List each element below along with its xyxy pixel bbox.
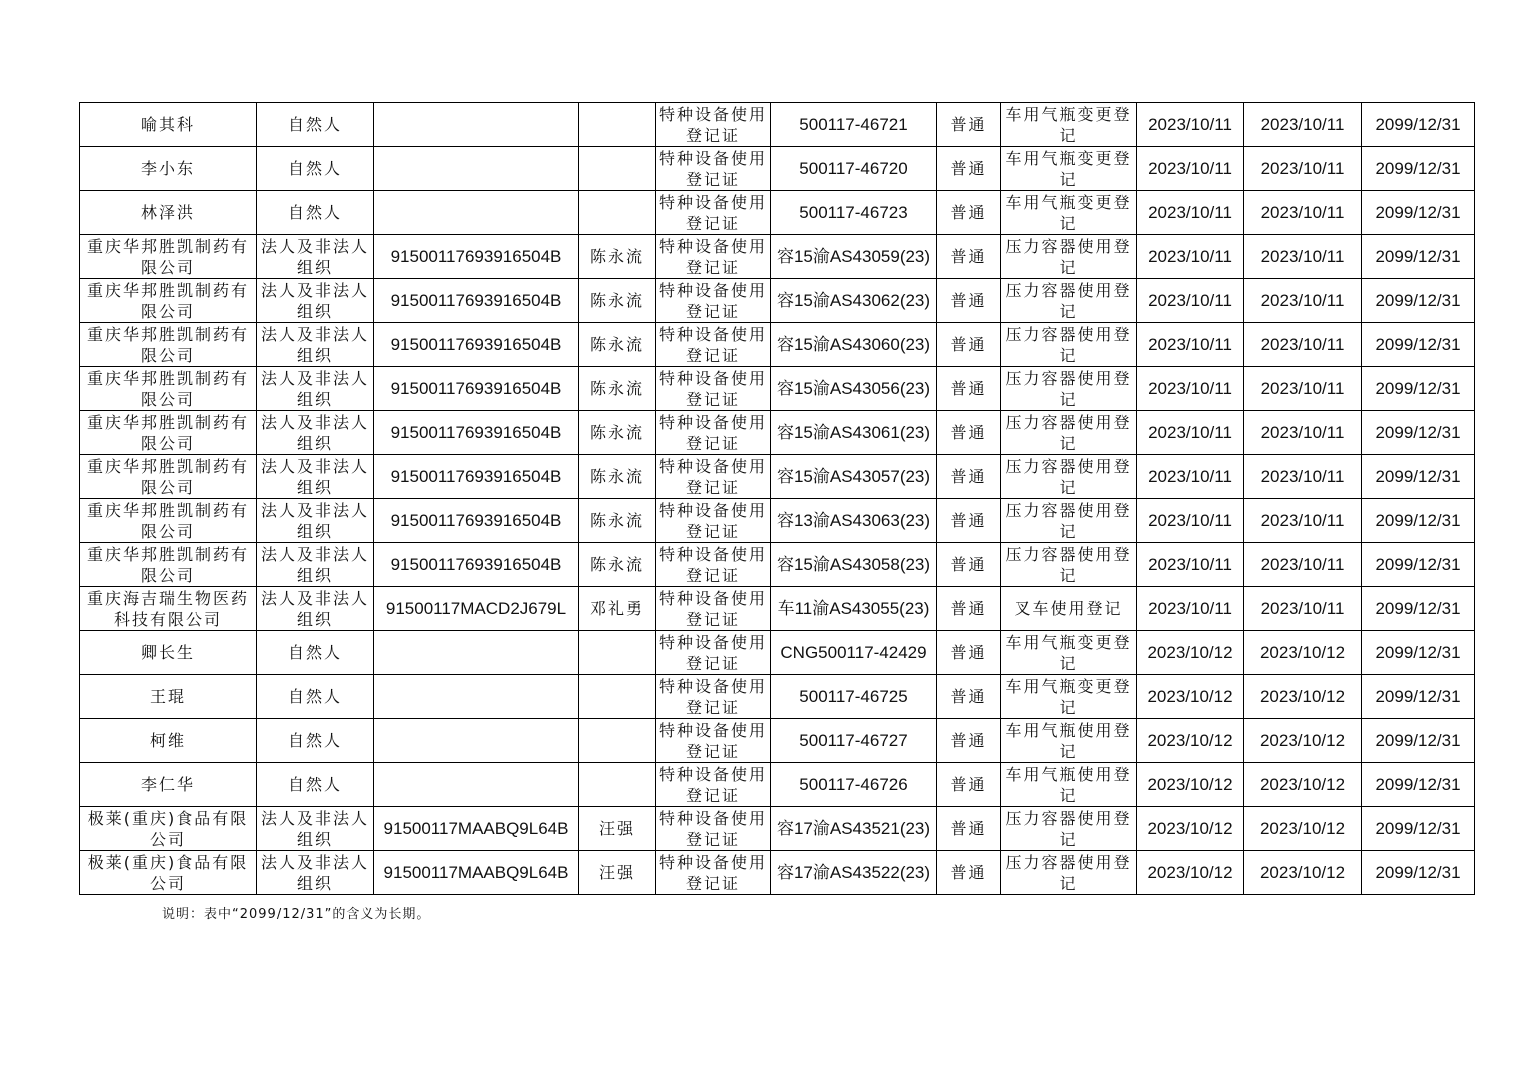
category-cell: 普通 xyxy=(937,455,1001,499)
decision-date-cell: 2023/10/11 xyxy=(1137,147,1244,191)
holder-type-cell: 法人及非法人组织 xyxy=(257,543,374,587)
item-cell: 叉车使用登记 xyxy=(1001,587,1137,631)
credit-code-cell xyxy=(374,191,579,235)
table-row xyxy=(80,367,1475,411)
decision-date-cell: 2023/10/11 xyxy=(1137,191,1244,235)
holder-type-cell: 法人及非法人组织 xyxy=(257,235,374,279)
item-cell: 车用气瓶变更登记 xyxy=(1001,103,1137,147)
holder-cell: 重庆华邦胜凯制药有限公司 xyxy=(80,411,257,455)
table-row xyxy=(80,235,1475,279)
table-row xyxy=(80,631,1475,675)
license-name-cell: 特种设备使用登记证 xyxy=(656,807,771,851)
cert-number-cell: 500117-46725 xyxy=(771,675,937,719)
legal-rep-cell xyxy=(579,631,656,675)
decision-date-cell: 2023/10/12 xyxy=(1137,675,1244,719)
holder-cell: 卿长生 xyxy=(80,631,257,675)
valid-from-cell: 2023/10/12 xyxy=(1244,631,1362,675)
license-name-cell: 特种设备使用登记证 xyxy=(656,631,771,675)
license-name-cell: 特种设备使用登记证 xyxy=(656,543,771,587)
holder-type-cell: 自然人 xyxy=(257,631,374,675)
holder-type-cell: 法人及非法人组织 xyxy=(257,587,374,631)
valid-from-cell: 2023/10/11 xyxy=(1244,543,1362,587)
cert-number-cell: CNG500117-42429 xyxy=(771,631,937,675)
category-cell: 普通 xyxy=(937,631,1001,675)
valid-to-cell: 2099/12/31 xyxy=(1362,763,1475,807)
license-name-cell: 特种设备使用登记证 xyxy=(656,323,771,367)
holder-type-cell: 法人及非法人组织 xyxy=(257,411,374,455)
category-cell: 普通 xyxy=(937,323,1001,367)
item-cell: 压力容器使用登记 xyxy=(1001,235,1137,279)
holder-type-cell: 法人及非法人组织 xyxy=(257,455,374,499)
decision-date-cell: 2023/10/12 xyxy=(1137,807,1244,851)
item-cell: 压力容器使用登记 xyxy=(1001,499,1137,543)
license-name-cell: 特种设备使用登记证 xyxy=(656,675,771,719)
holder-cell: 重庆华邦胜凯制药有限公司 xyxy=(80,279,257,323)
holder-cell: 李小东 xyxy=(80,147,257,191)
holder-type-cell: 法人及非法人组织 xyxy=(257,807,374,851)
credit-code-cell: 91500117693916504B xyxy=(374,455,579,499)
item-cell: 车用气瓶使用登记 xyxy=(1001,763,1137,807)
category-cell: 普通 xyxy=(937,763,1001,807)
cert-number-cell: 500117-46726 xyxy=(771,763,937,807)
holder-cell: 王琨 xyxy=(80,675,257,719)
decision-date-cell: 2023/10/11 xyxy=(1137,411,1244,455)
table-row xyxy=(80,851,1475,895)
category-cell: 普通 xyxy=(937,235,1001,279)
decision-date-cell: 2023/10/11 xyxy=(1137,235,1244,279)
item-cell: 车用气瓶使用登记 xyxy=(1001,719,1137,763)
item-cell: 压力容器使用登记 xyxy=(1001,367,1137,411)
legal-rep-cell: 陈永流 xyxy=(579,499,656,543)
credit-code-cell: 91500117693916504B xyxy=(374,323,579,367)
legal-rep-cell: 陈永流 xyxy=(579,235,656,279)
decision-date-cell: 2023/10/12 xyxy=(1137,851,1244,895)
table-row xyxy=(80,323,1475,367)
cert-number-cell: 容15渝AS43058(23) xyxy=(771,543,937,587)
valid-from-cell: 2023/10/12 xyxy=(1244,807,1362,851)
legal-rep-cell: 陈永流 xyxy=(579,279,656,323)
category-cell: 普通 xyxy=(937,587,1001,631)
valid-to-cell: 2099/12/31 xyxy=(1362,851,1475,895)
item-cell: 压力容器使用登记 xyxy=(1001,543,1137,587)
item-cell: 压力容器使用登记 xyxy=(1001,323,1137,367)
credit-code-cell: 91500117693916504B xyxy=(374,499,579,543)
cert-number-cell: 容15渝AS43057(23) xyxy=(771,455,937,499)
valid-from-cell: 2023/10/12 xyxy=(1244,763,1362,807)
license-name-cell: 特种设备使用登记证 xyxy=(656,763,771,807)
valid-to-cell: 2099/12/31 xyxy=(1362,675,1475,719)
holder-type-cell: 法人及非法人组织 xyxy=(257,323,374,367)
holder-cell: 重庆华邦胜凯制药有限公司 xyxy=(80,367,257,411)
legal-rep-cell: 陈永流 xyxy=(579,411,656,455)
valid-from-cell: 2023/10/12 xyxy=(1244,675,1362,719)
cert-number-cell: 容15渝AS43062(23) xyxy=(771,279,937,323)
holder-type-cell: 自然人 xyxy=(257,675,374,719)
cert-number-cell: 容13渝AS43063(23) xyxy=(771,499,937,543)
decision-date-cell: 2023/10/12 xyxy=(1137,631,1244,675)
category-cell: 普通 xyxy=(937,191,1001,235)
decision-date-cell: 2023/10/11 xyxy=(1137,587,1244,631)
decision-date-cell: 2023/10/11 xyxy=(1137,455,1244,499)
holder-type-cell: 法人及非法人组织 xyxy=(257,279,374,323)
legal-rep-cell: 陈永流 xyxy=(579,455,656,499)
holder-type-cell: 自然人 xyxy=(257,191,374,235)
credit-code-cell: 91500117MAABQ9L64B xyxy=(374,851,579,895)
valid-to-cell: 2099/12/31 xyxy=(1362,587,1475,631)
credit-code-cell xyxy=(374,631,579,675)
valid-to-cell: 2099/12/31 xyxy=(1362,191,1475,235)
holder-cell: 林泽洪 xyxy=(80,191,257,235)
legal-rep-cell xyxy=(579,675,656,719)
cert-number-cell: 500117-46720 xyxy=(771,147,937,191)
item-cell: 车用气瓶变更登记 xyxy=(1001,191,1137,235)
valid-to-cell: 2099/12/31 xyxy=(1362,147,1475,191)
legal-rep-cell: 陈永流 xyxy=(579,367,656,411)
credit-code-cell xyxy=(374,719,579,763)
decision-date-cell: 2023/10/11 xyxy=(1137,499,1244,543)
item-cell: 车用气瓶变更登记 xyxy=(1001,631,1137,675)
holder-cell: 重庆海吉瑞生物医药科技有限公司 xyxy=(80,587,257,631)
valid-from-cell: 2023/10/11 xyxy=(1244,411,1362,455)
category-cell: 普通 xyxy=(937,411,1001,455)
valid-from-cell: 2023/10/11 xyxy=(1244,235,1362,279)
license-name-cell: 特种设备使用登记证 xyxy=(656,851,771,895)
legal-rep-cell: 陈永流 xyxy=(579,323,656,367)
valid-from-cell: 2023/10/11 xyxy=(1244,103,1362,147)
table-row xyxy=(80,147,1475,191)
cert-number-cell: 容17渝AS43522(23) xyxy=(771,851,937,895)
item-cell: 压力容器使用登记 xyxy=(1001,807,1137,851)
category-cell: 普通 xyxy=(937,279,1001,323)
license-name-cell: 特种设备使用登记证 xyxy=(656,191,771,235)
category-cell: 普通 xyxy=(937,103,1001,147)
cert-number-cell: 容15渝AS43059(23) xyxy=(771,235,937,279)
table-row xyxy=(80,103,1475,147)
valid-to-cell: 2099/12/31 xyxy=(1362,499,1475,543)
decision-date-cell: 2023/10/11 xyxy=(1137,323,1244,367)
holder-cell: 极莱(重庆)食品有限公司 xyxy=(80,851,257,895)
table-body xyxy=(80,103,1475,895)
valid-from-cell: 2023/10/12 xyxy=(1244,851,1362,895)
license-name-cell: 特种设备使用登记证 xyxy=(656,103,771,147)
credit-code-cell: 91500117MACD2J679L xyxy=(374,587,579,631)
table-note: 说明：表中“2099/12/31”的含义为长期。 xyxy=(162,907,431,922)
legal-rep-cell xyxy=(579,191,656,235)
table-row xyxy=(80,675,1475,719)
legal-rep-cell xyxy=(579,719,656,763)
registration-table xyxy=(79,102,1475,895)
license-name-cell: 特种设备使用登记证 xyxy=(656,147,771,191)
holder-cell: 喻其科 xyxy=(80,103,257,147)
cert-number-cell: 500117-46721 xyxy=(771,103,937,147)
license-name-cell: 特种设备使用登记证 xyxy=(656,411,771,455)
credit-code-cell xyxy=(374,103,579,147)
item-cell: 车用气瓶变更登记 xyxy=(1001,147,1137,191)
cert-number-cell: 车11渝AS43055(23) xyxy=(771,587,937,631)
decision-date-cell: 2023/10/12 xyxy=(1137,719,1244,763)
cert-number-cell: 容17渝AS43521(23) xyxy=(771,807,937,851)
valid-to-cell: 2099/12/31 xyxy=(1362,279,1475,323)
holder-cell: 重庆华邦胜凯制药有限公司 xyxy=(80,499,257,543)
category-cell: 普通 xyxy=(937,499,1001,543)
holder-type-cell: 自然人 xyxy=(257,147,374,191)
license-name-cell: 特种设备使用登记证 xyxy=(656,279,771,323)
table-row xyxy=(80,763,1475,807)
credit-code-cell: 91500117693916504B xyxy=(374,279,579,323)
holder-type-cell: 自然人 xyxy=(257,763,374,807)
item-cell: 车用气瓶变更登记 xyxy=(1001,675,1137,719)
legal-rep-cell: 陈永流 xyxy=(579,543,656,587)
legal-rep-cell: 汪强 xyxy=(579,851,656,895)
valid-from-cell: 2023/10/11 xyxy=(1244,587,1362,631)
credit-code-cell: 91500117693916504B xyxy=(374,411,579,455)
table-row xyxy=(80,807,1475,851)
cert-number-cell: 容15渝AS43056(23) xyxy=(771,367,937,411)
table-row xyxy=(80,543,1475,587)
credit-code-cell: 91500117693916504B xyxy=(374,543,579,587)
credit-code-cell: 91500117693916504B xyxy=(374,367,579,411)
valid-from-cell: 2023/10/11 xyxy=(1244,147,1362,191)
cert-number-cell: 500117-46723 xyxy=(771,191,937,235)
table-row xyxy=(80,191,1475,235)
valid-from-cell: 2023/10/11 xyxy=(1244,279,1362,323)
table-row xyxy=(80,279,1475,323)
valid-to-cell: 2099/12/31 xyxy=(1362,235,1475,279)
holder-type-cell: 法人及非法人组织 xyxy=(257,499,374,543)
license-name-cell: 特种设备使用登记证 xyxy=(656,587,771,631)
category-cell: 普通 xyxy=(937,367,1001,411)
valid-from-cell: 2023/10/11 xyxy=(1244,323,1362,367)
credit-code-cell: 91500117693916504B xyxy=(374,235,579,279)
category-cell: 普通 xyxy=(937,851,1001,895)
table-row xyxy=(80,411,1475,455)
valid-to-cell: 2099/12/31 xyxy=(1362,323,1475,367)
legal-rep-cell xyxy=(579,763,656,807)
item-cell: 压力容器使用登记 xyxy=(1001,851,1137,895)
holder-cell: 重庆华邦胜凯制药有限公司 xyxy=(80,235,257,279)
category-cell: 普通 xyxy=(937,147,1001,191)
license-name-cell: 特种设备使用登记证 xyxy=(656,499,771,543)
table-row xyxy=(80,455,1475,499)
valid-from-cell: 2023/10/11 xyxy=(1244,367,1362,411)
valid-from-cell: 2023/10/12 xyxy=(1244,719,1362,763)
table-row xyxy=(80,719,1475,763)
decision-date-cell: 2023/10/11 xyxy=(1137,279,1244,323)
legal-rep-cell: 汪强 xyxy=(579,807,656,851)
valid-from-cell: 2023/10/11 xyxy=(1244,499,1362,543)
valid-to-cell: 2099/12/31 xyxy=(1362,807,1475,851)
holder-type-cell: 法人及非法人组织 xyxy=(257,367,374,411)
legal-rep-cell xyxy=(579,103,656,147)
cert-number-cell: 容15渝AS43060(23) xyxy=(771,323,937,367)
category-cell: 普通 xyxy=(937,675,1001,719)
decision-date-cell: 2023/10/11 xyxy=(1137,103,1244,147)
license-name-cell: 特种设备使用登记证 xyxy=(656,235,771,279)
valid-to-cell: 2099/12/31 xyxy=(1362,543,1475,587)
credit-code-cell xyxy=(374,763,579,807)
holder-cell: 极莱(重庆)食品有限公司 xyxy=(80,807,257,851)
decision-date-cell: 2023/10/11 xyxy=(1137,367,1244,411)
credit-code-cell: 91500117MAABQ9L64B xyxy=(374,807,579,851)
valid-to-cell: 2099/12/31 xyxy=(1362,455,1475,499)
legal-rep-cell: 邓礼勇 xyxy=(579,587,656,631)
valid-from-cell: 2023/10/11 xyxy=(1244,455,1362,499)
item-cell: 压力容器使用登记 xyxy=(1001,455,1137,499)
valid-from-cell: 2023/10/11 xyxy=(1244,191,1362,235)
holder-cell: 柯维 xyxy=(80,719,257,763)
category-cell: 普通 xyxy=(937,807,1001,851)
holder-cell: 李仁华 xyxy=(80,763,257,807)
holder-type-cell: 自然人 xyxy=(257,103,374,147)
valid-to-cell: 2099/12/31 xyxy=(1362,631,1475,675)
table-row xyxy=(80,587,1475,631)
item-cell: 压力容器使用登记 xyxy=(1001,279,1137,323)
table-row xyxy=(80,499,1475,543)
category-cell: 普通 xyxy=(937,543,1001,587)
category-cell: 普通 xyxy=(937,719,1001,763)
valid-to-cell: 2099/12/31 xyxy=(1362,103,1475,147)
holder-cell: 重庆华邦胜凯制药有限公司 xyxy=(80,455,257,499)
decision-date-cell: 2023/10/11 xyxy=(1137,543,1244,587)
holder-cell: 重庆华邦胜凯制药有限公司 xyxy=(80,543,257,587)
license-name-cell: 特种设备使用登记证 xyxy=(656,455,771,499)
license-name-cell: 特种设备使用登记证 xyxy=(656,367,771,411)
credit-code-cell xyxy=(374,147,579,191)
decision-date-cell: 2023/10/12 xyxy=(1137,763,1244,807)
holder-cell: 重庆华邦胜凯制药有限公司 xyxy=(80,323,257,367)
license-name-cell: 特种设备使用登记证 xyxy=(656,719,771,763)
valid-to-cell: 2099/12/31 xyxy=(1362,367,1475,411)
holder-type-cell: 法人及非法人组织 xyxy=(257,851,374,895)
cert-number-cell: 500117-46727 xyxy=(771,719,937,763)
valid-to-cell: 2099/12/31 xyxy=(1362,719,1475,763)
cert-number-cell: 容15渝AS43061(23) xyxy=(771,411,937,455)
holder-type-cell: 自然人 xyxy=(257,719,374,763)
legal-rep-cell xyxy=(579,147,656,191)
item-cell: 压力容器使用登记 xyxy=(1001,411,1137,455)
valid-to-cell: 2099/12/31 xyxy=(1362,411,1475,455)
credit-code-cell xyxy=(374,675,579,719)
